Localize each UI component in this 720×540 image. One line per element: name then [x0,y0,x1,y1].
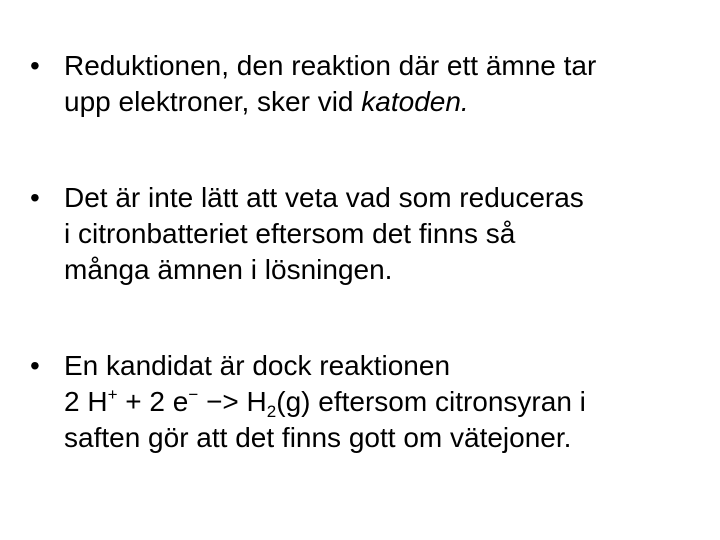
bullet-icon: • [30,50,40,81]
bullet-icon: • [30,182,40,213]
bullet-text [64,348,690,456]
bullet-line: En kandidat är dock reaktionen [64,350,451,381]
emphasis-term: katoden. [361,86,469,117]
bullet-item-reduction [30,48,690,120]
h2-subscript: 2 [266,402,277,421]
bullet-item-candidate-reaction [30,348,690,456]
bullet-line [64,84,690,120]
line-text: upp elektroner, sker vid [64,86,362,117]
electron-charge: − [188,385,199,404]
bullet-line: i citronbatteriet eftersom det finns så [64,218,516,249]
proton-charge: + [107,385,118,404]
bullet-text [64,48,690,120]
bullet-line: Det är inte lätt att veta vad som reduceras [64,182,584,213]
equation-tail: eftersom citronsyran i [310,386,586,417]
line-period: . [384,254,393,285]
gas-state: (g) [276,386,311,417]
bullet-item-citron-battery [30,180,690,288]
bullet-line [64,252,690,288]
line-text: många ämnen i lösningen [64,254,385,285]
electron-term: + 2 e [117,386,189,417]
reaction-arrow: −> H [198,386,267,417]
bullet-icon: • [30,350,40,381]
bullet-line: Reduktionen, den reaktion där ett ämne tar [64,50,597,81]
proton-count: 2 H [64,386,108,417]
bullet-text [64,180,690,288]
bullet-line: saften gör att det finns gott om vätejoner. [64,422,572,453]
reaction-equation [64,384,690,420]
